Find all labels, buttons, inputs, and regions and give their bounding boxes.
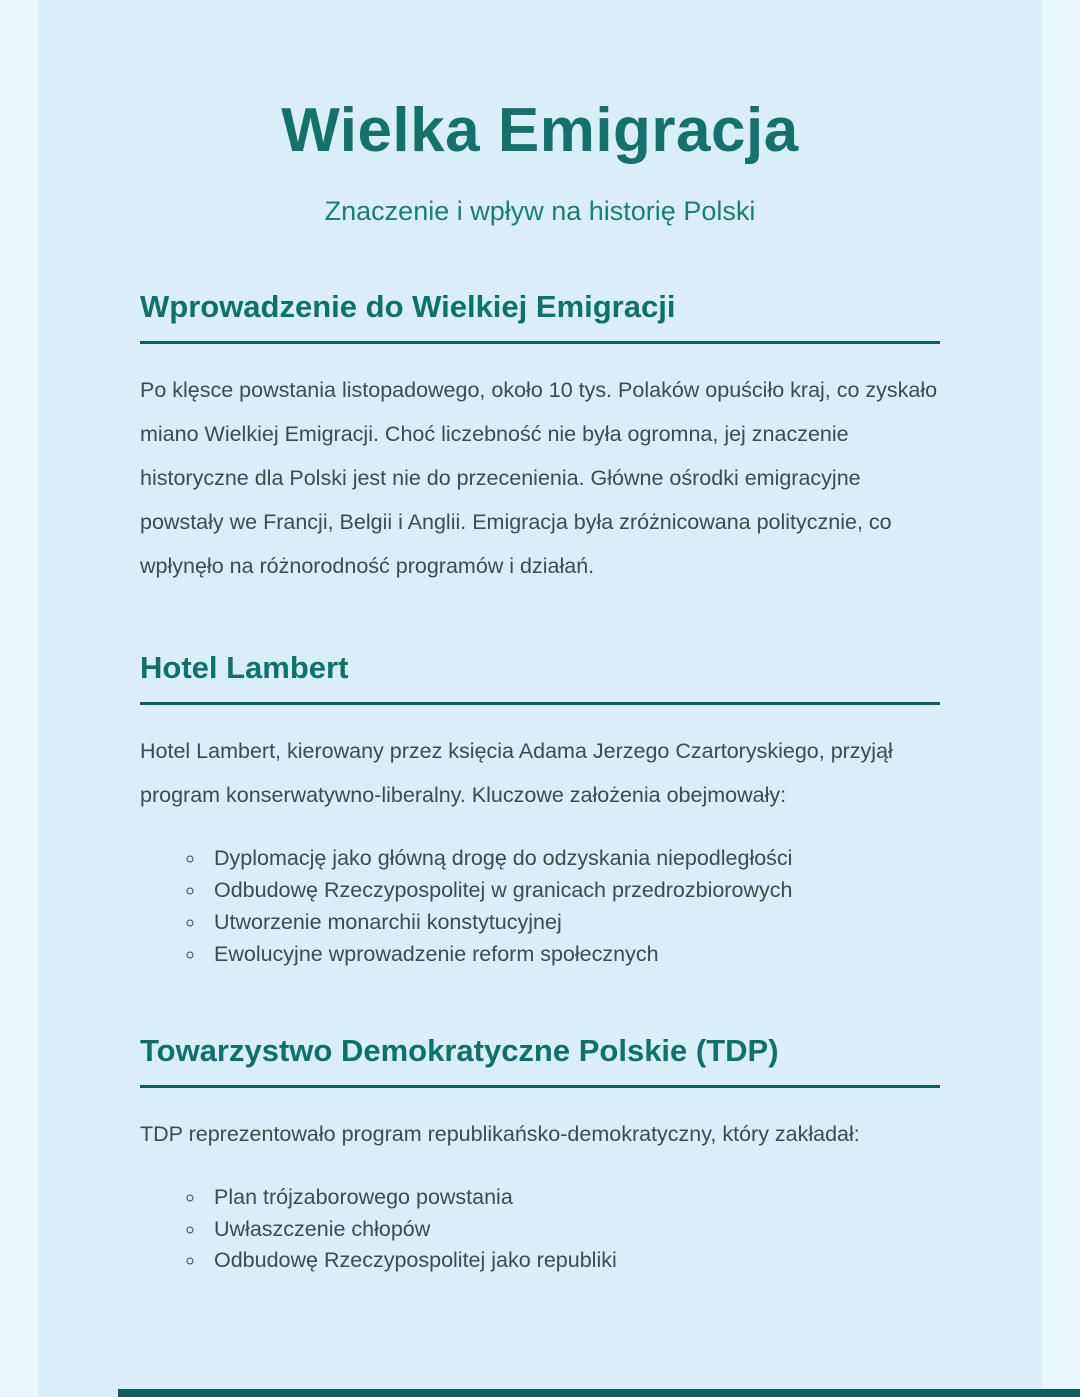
- paragraph: Po klęsce powstania listopadowego, około 10 tys. Polaków opuściło kraj, co zyskało miano Wielkiej Emigracji. Choć liczebność nie była ogromna, jej znaczenie historyczne dla Polski jest nie do przecenienia. Główne ośrodki emigracyjne powstały we Francji, Belgii i Anglii. Emigracja była zróżnicowana politycznie, co wpłynęło na różnorodność programów i działań.: [140, 378, 938, 579]
- page-subtitle: Znaczenie i wpływ na historię Polski: [324, 196, 756, 226]
- page-title: Wielka Emigracja: [281, 96, 799, 165]
- paragraph: Hotel Lambert, kierowany przez księcia Adama Jerzego Czartoryskiego, przyjął program konserwatywno-liberalny. Kluczowe założenia obejmowały:: [140, 739, 893, 808]
- section-divider: [140, 341, 940, 344]
- section-introduction: [140, 289, 940, 588]
- list-item: ◦ Dyplomację jako główną drogę do odzyskania niepodległości: [206, 843, 940, 875]
- section-heading: Wprowadzenie do Wielkiej Emigracji: [140, 289, 676, 324]
- section-tdp: [140, 1033, 940, 1278]
- list-item: ◦ Uwłaszczenie chłopów: [206, 1214, 940, 1246]
- list-item: ◦ Ewolucyjne wprowadzenie reform społecznych: [206, 939, 940, 971]
- list-item: ◦ Odbudowę Rzeczypospolitej jako republiki: [206, 1245, 940, 1277]
- section-divider: [140, 1085, 940, 1088]
- list-item: ◦ Plan trójzaborowego powstania: [206, 1182, 940, 1214]
- section-heading: Hotel Lambert: [140, 650, 349, 686]
- list-item: ◦ Odbudowę Rzeczypospolitej w granicach przedrozbiorowych: [206, 875, 940, 907]
- bottom-accent-bar: [118, 1389, 1080, 1397]
- section-heading: Towarzystwo Demokratyczne Polskie (TDP): [140, 1032, 779, 1068]
- bullet-list: [206, 1182, 940, 1277]
- paragraph: TDP reprezentowało program republikańsko-demokratyczny, który zakładał:: [140, 1121, 860, 1146]
- list-item: ◦ Utworzenie monarchii konstytucyjnej: [206, 907, 940, 939]
- bullet-list: [206, 843, 940, 970]
- section-divider: [140, 702, 940, 705]
- section-hotel-lambert: [140, 650, 940, 970]
